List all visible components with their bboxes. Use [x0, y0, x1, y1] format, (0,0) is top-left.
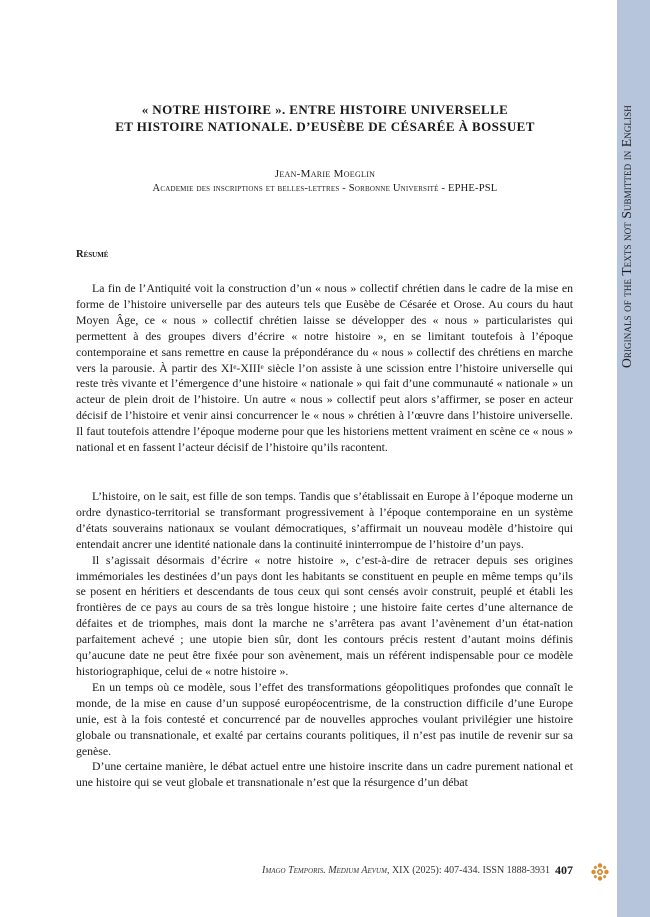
article-title [75, 101, 575, 135]
body-paragraph-2: Il s’agissait désormais d’écrire « notre histoire », c’est-à-dire de retracer depuis ses origines immémoriales les destinées d’un pays dont les habitants se constituent en peuple en même temps qu’ils se posent en héritiers et descendants de tous ceux qui sont censés avoir construit, peuplé et établi les frontières de ce pays au cours de sa très longue histoire ; une histoire faite certes d’une alternance de défaites et de triomphes, mais dont la marche ne s’arrêtera pas avant l’avènement d’un état-nation parfaitement achevé ; une utopie bien sûr, dont les contours précis restent d’autant moins définis qu’aucune date ne peut être fixée pour son avènement, mais un référent indispensable pour ce modèle historiographique, celui de « notre histoire ». [76, 552, 573, 678]
side-label-text: Originals of the Texts not Submitted in English [619, 105, 634, 368]
abstract-text-block [76, 281, 573, 456]
abstract-heading: Résumé [76, 249, 109, 260]
author-affiliation: Academie des inscriptions et belles-lettres - Sorbonne Université - EPHE-PSL [152, 183, 498, 194]
body-paragraph-3: En un temps où ce modèle, sous l’effet des transformations géopolitiques profondes que connaît le monde, de la mise en cause d’un supposé européocentrisme, de la construction difficile d’une Europe unie, est à la fois contesté et concurrencé par de nouvelles approches voulant privilégier une histoire globale ou transnationale, et exalté par certains courants politiques, il n’est pas inutile de revenir sur sa genèse. [76, 679, 573, 758]
citation-details: XIX (2025): 407-434. ISSN 1888-3931 [389, 865, 550, 876]
body-paragraph-1: L’histoire, on le sait, est fille de son temps. Tandis que s’établissait en Europe à l’époque moderne un ordre dynastico-territorial se transformant progressivement à l’époque contemporaine en un système d’états souverains nationaux se voulant démocratiques, s’affirmait un nouveau modèle d’histoire qui entendait ancrer une identité nationale dans la continuité ininterrompue de l’histoire d’un pays. [76, 489, 573, 551]
side-label [615, 105, 639, 398]
abstract-paragraph: La fin de l’Antiquité voit la construction d’un « nous » collectif chrétien dans le cadre de la mise en forme de l’histoire universelle par des auteurs tels que Eusèbe de Césarée et Orose. Au cours du haut Moyen Âge, ce « nous » collectif chrétien laisse se développer des « nous » particularistes qui permettent à des groupes divers d’écrire « notre histoire », en se limitant toutefois à l’époque contemporaine et sans remettre en cause la prépondérance du « nous » collectif des chrétiens en marche vers la parousie. À partir des XIᵉ-XIIIᵉ siècle l’on assiste à une scission entre l’histoire universelle qui reste très vivante et l’émergence d’une histoire « nationale » qui fait d’une communauté « nationale » un acteur de plein droit de l’histoire. Un autre « nous » collectif peut alors s’affirmer, se poser en acteur décisif de l’histoire et venir ainsi concurrencer le « nous » chrétien à l’œuvre dans l’histoire universelle. Il faut toutefois attendre l’époque moderne pour que les historiens mettent vraiment en scène ce « nous » national et en fassent l’acteur décisif de l’histoire qu’ils racontent. [76, 281, 573, 455]
body-paragraph-4: D’une certaine manière, le débat actuel entre une histoire inscrite dans un cadre purement national et une histoire qui se veut globale et transnationale n’est que la résurgence d’un débat [76, 759, 573, 790]
body-text-block [76, 489, 573, 791]
footer-citation [200, 865, 550, 876]
title-line-2: ET HISTOIRE NATIONALE. D’EUSÈBE DE CÉSARÉE À BOSSUET [115, 119, 535, 134]
author-name: Jean-Marie Moeglin [274, 168, 376, 180]
title-line-1: « NOTRE HISTOIRE ». ENTRE HISTOIRE UNIVERSELLE [141, 102, 509, 117]
journal-name: Imago Temporis. Medium Aevum, [262, 865, 390, 876]
ornament-icon [591, 863, 609, 881]
page-number: 407 [555, 863, 573, 877]
